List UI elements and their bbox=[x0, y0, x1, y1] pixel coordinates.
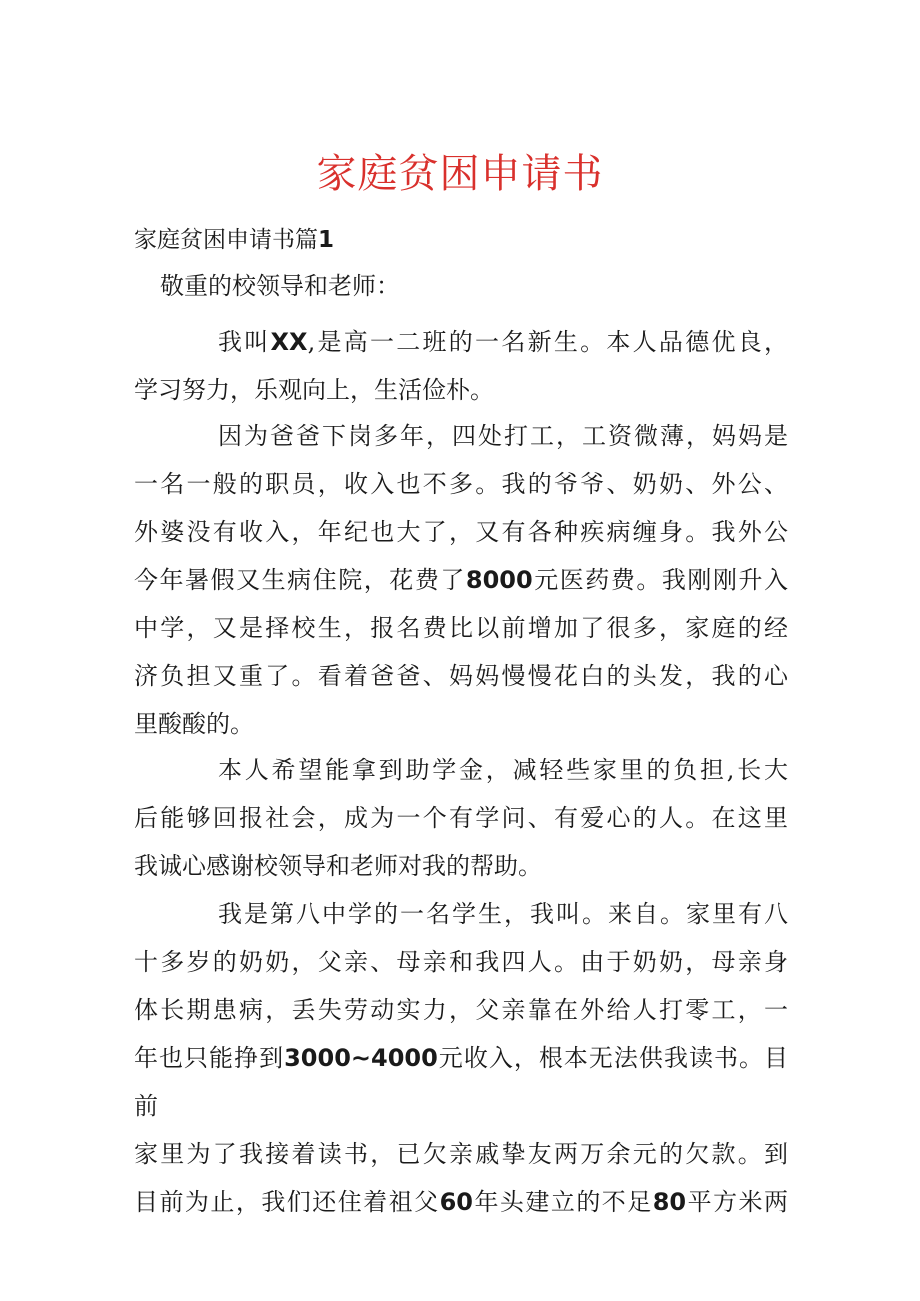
paragraph-family-situation bbox=[134, 412, 788, 748]
text-line: 今年暑假又生病住院，花费了8000元医药费。我刚刚升入 bbox=[134, 566, 789, 594]
paragraph-second-applicant bbox=[134, 890, 788, 1226]
text-line: 我叫XX,是高一二班的一名新生。本人品德优良， bbox=[218, 328, 788, 356]
text-line: 本人希望能拿到助学金，减轻些家里的负担,长大 bbox=[218, 756, 788, 784]
text-line: 十多岁的奶奶，父亲、母亲和我四人。由于奶奶，母亲身 bbox=[134, 948, 788, 976]
text-line: 后能够回报社会，成为一个有学问、有爱心的人。在这里 bbox=[134, 804, 788, 832]
text-line: 我诚心感谢校领导和老师对我的帮助。 bbox=[134, 852, 542, 880]
text-line: 学习努力，乐观向上，生活俭朴。 bbox=[134, 376, 494, 404]
text-line: 济负担又重了。看着爸爸、妈妈慢慢花白的头发，我的心 bbox=[134, 662, 788, 690]
text-line: 年也只能挣到3000~4000元收入，根本无法供我读书。目前 bbox=[134, 1044, 789, 1120]
text-line: 我是第八中学的一名学生，我叫。来自。家里有八 bbox=[218, 900, 788, 928]
text-line: 体长期患病，丢失劳动实力，父亲靠在外给人打零工，一 bbox=[134, 996, 788, 1024]
text-line: 家里为了我接着读书，已欠亲戚挚友两万余元的欠款。到 bbox=[134, 1140, 788, 1168]
text-line: 一名一般的职员，收入也不多。我的爷爷、奶奶、外公、 bbox=[134, 470, 788, 498]
document-title: 家庭贫困申请书 bbox=[316, 151, 604, 197]
text-line: 中学，又是择校生，报名费比以前增加了很多，家庭的经 bbox=[134, 614, 788, 642]
paragraph-self-introduction bbox=[134, 318, 788, 414]
text-line: 目前为止，我们还住着祖父60年头建立的不足80平方米两 bbox=[134, 1188, 789, 1216]
text-line: 外婆没有收入，年纪也大了，又有各种疾病缠身。我外公 bbox=[134, 518, 788, 546]
text-line: 里酸酸的。 bbox=[134, 710, 254, 738]
paragraph-request bbox=[134, 746, 788, 890]
article-heading: 家庭贫困申请书篇1 bbox=[134, 227, 335, 253]
text-line: 因为爸爸下岗多年，四处打工，工资微薄，妈妈是 bbox=[218, 422, 788, 450]
salutation: 敬重的校领导和老师： bbox=[160, 272, 400, 300]
